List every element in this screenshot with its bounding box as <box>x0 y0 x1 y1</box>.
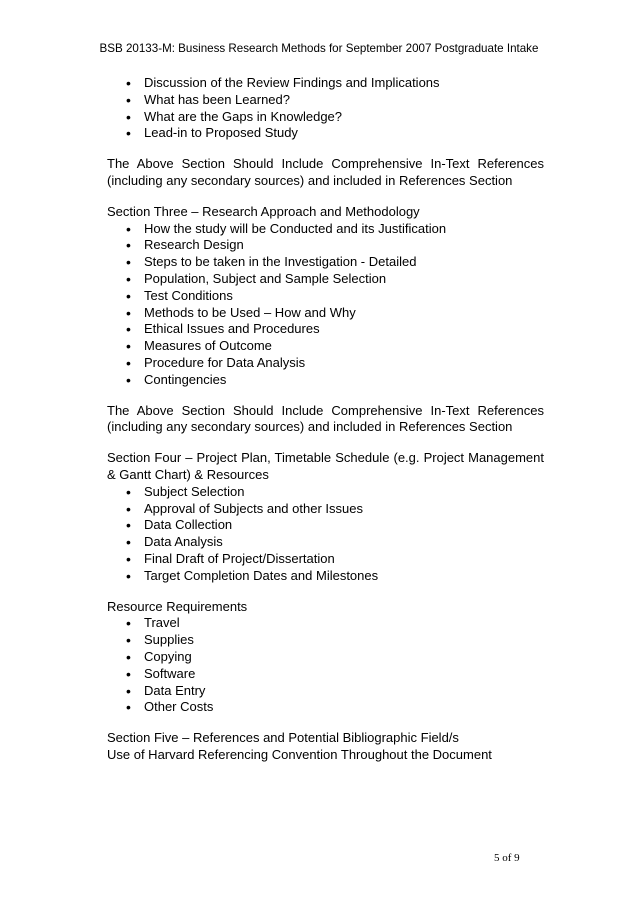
list-item: • Data Analysis <box>107 534 544 551</box>
list-item: • What are the Gaps in Knowledge? <box>107 109 544 126</box>
section-five-title: Section Five – References and Potential Bibliographic Field/s <box>107 730 459 746</box>
list-item: • Population, Subject and Sample Selection <box>107 271 544 288</box>
resources-title: Resource Requirements <box>107 598 248 614</box>
references-note: The Above Section Should Include Comprehensive In-Text References (including any secondary sources) and included in References Section <box>107 156 544 188</box>
list-item: • How the study will be Conducted and its Justification <box>107 221 544 238</box>
intro-bullet-list <box>107 75 544 142</box>
section-four-title: Section Four – Project Plan, Timetable Schedule (e.g. Project Management & Gantt Chart) & Resources <box>107 450 544 482</box>
list-item: • Procedure for Data Analysis <box>107 355 544 372</box>
list-item: • Lead-in to Proposed Study <box>107 125 544 142</box>
list-item: • Travel <box>107 615 544 632</box>
list-item: • Subject Selection <box>107 484 544 501</box>
list-item: • Test Conditions <box>107 288 544 305</box>
page-number: 5 of 9 <box>494 852 520 864</box>
references-note: The Above Section Should Include Comprehensive In-Text References (including any secondary sources) and included in References Section <box>107 402 544 435</box>
list-item: • Target Completion Dates and Milestones <box>107 568 544 585</box>
list-item: • Discussion of the Review Findings and Implications <box>107 75 544 92</box>
section-three-title: Section Three – Research Approach and Methodology <box>107 203 420 219</box>
page-content <box>107 75 544 764</box>
list-item: • Approval of Subjects and other Issues <box>107 501 544 518</box>
list-item: • What has been Learned? <box>107 92 544 109</box>
list-item: • Data Entry <box>107 683 544 700</box>
list-item: • Contingencies <box>107 372 544 389</box>
list-item: • Research Design <box>107 237 544 254</box>
list-item: • Supplies <box>107 632 544 649</box>
list-item: • Ethical Issues and Procedures <box>107 321 544 338</box>
list-item: • Copying <box>107 649 544 666</box>
resources-bullet-list <box>107 615 544 716</box>
section-three-bullet-list <box>107 221 544 389</box>
list-item: • Final Draft of Project/Dissertation <box>107 551 544 568</box>
list-item: • Steps to be taken in the Investigation - Detailed <box>107 254 544 271</box>
list-item: • Software <box>107 666 544 683</box>
list-item: • Measures of Outcome <box>107 338 544 355</box>
list-item: • Other Costs <box>107 699 544 716</box>
list-item: • Methods to be Used – How and Why <box>107 305 544 322</box>
section-four-bullet-list <box>107 484 544 585</box>
page-header: BSB 20133-M: Business Research Methods for September 2007 Postgraduate Intake <box>99 42 539 55</box>
list-item: • Data Collection <box>107 517 544 534</box>
section-five-line: Use of Harvard Referencing Convention Throughout the Document <box>107 746 492 762</box>
